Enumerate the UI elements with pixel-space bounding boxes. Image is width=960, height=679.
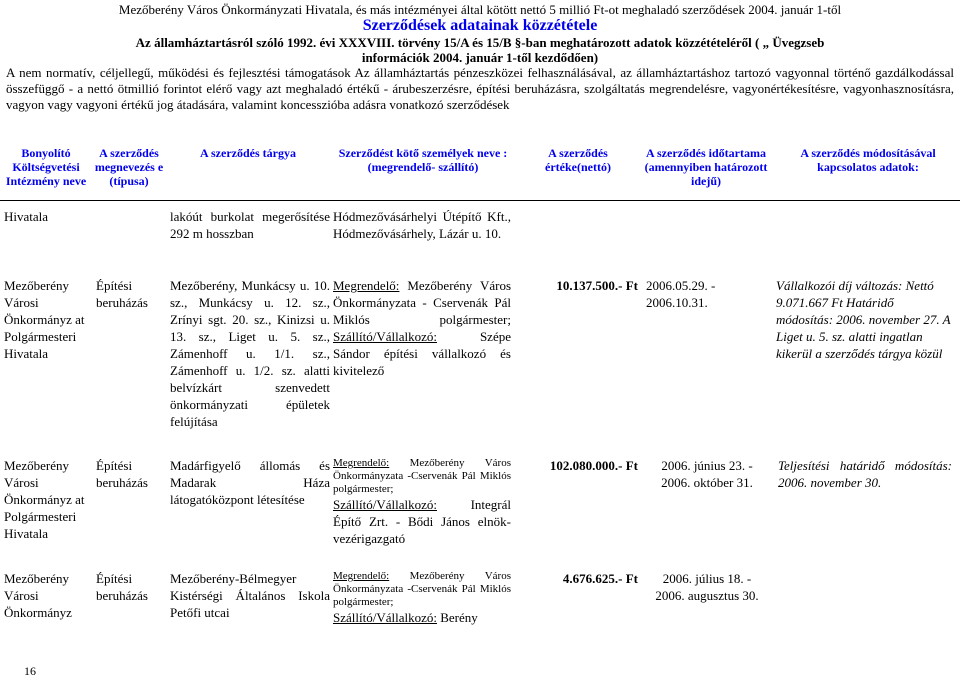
orderer-text: Mezőberény Város Önkormányzata - Cservenák Pál Miklós polgármester;	[333, 278, 512, 327]
orderer-label: Megrendelő:	[333, 570, 390, 582]
col-subject-header: A szerződés tárgya	[200, 146, 296, 160]
cell-modification: Vállalkozói díj változás: Nettó 9.071.667 Ft Határidő módosítás: 2006. november 27. A Liget u. 5. sz. alatti ingatlan kikerül a szerződés tárgya közül	[776, 278, 951, 361]
cell-parties	[333, 277, 511, 379]
column-headers	[0, 146, 960, 192]
cell-subject: Mezőberény, Munkácsy u. 10. sz., Munkácsy u. 12. sz., Zrínyi sgt. 20. sz., Kinizsi u. 13. sz., Liget u. 5. sz., Zámenhoff u. 1/1. sz., Zámenhoff u. 1/2. sz. alatti belvízkárt szenvedett önkormányzati épületek felújítása	[170, 278, 330, 429]
header-line-1: Mezőberény Város Önkormányzati Hivatala, és más intézményei által kötött nettó 5 millió Ft-ot meghaladó szerződések 2004. január 1-től	[118, 2, 842, 17]
contracts-table	[0, 202, 960, 638]
orderer-label: Megrendelő:	[333, 457, 390, 469]
col-modification-header: A szerződés módosításával kapcsolatos adatok:	[800, 146, 936, 174]
cell-period: 2006.05.29. - 2006.10.31.	[646, 278, 716, 310]
col-type-header: A szerződés megnevezés e (típusa)	[94, 146, 164, 188]
supplier-label: Szállító/Vállalkozó:	[333, 497, 437, 512]
supplier-text: Szépe Sándor építési vállalkozó és kivitelező	[333, 329, 511, 378]
supplier-text: Berény	[440, 610, 478, 625]
col-institution-header: Bonyolító Költségvetési Intézmény neve	[5, 146, 87, 188]
cell-period: 2006. július 18. - 2006. augusztus 30.	[655, 571, 759, 603]
cell-type: Építési beruházás	[96, 571, 148, 603]
cell-value: 4.676.625.- Ft	[562, 571, 638, 586]
col-parties-header: Szerződést kötő személyek neve : (megrendelő- szállító)	[338, 146, 508, 174]
page-title: Szerződések adatainak közzététele	[362, 17, 598, 34]
table-top-rule	[0, 200, 960, 201]
cell-institution: Mezőberény Városi Önkormányz	[4, 571, 72, 620]
cell-modification: Teljesítési határidő módosítás: 2006. november 30.	[778, 458, 952, 490]
cell-subject: Mezőberény-Bélmegyer Kistérségi Általános Iskola Petőfi utcai	[170, 571, 330, 620]
intro-paragraph: A nem normatív, céljellegű, működési és fejlesztési támogatások Az államháztartás pénzeszközei felhasználásával, az államháztartáshoz tartozó vagyonnal történő gazdálkodással összefüggő - a nettó ötmillió forintot elérő vagy azt meghaladó értékű - árubeszerzésre, építési beruházásra, szolgáltatás megrendelésre, vagyonértékesítésre, vagyonhasznosításra, vagyon vagy vagyoni értékű jog átadására, valamint koncesszióba adásra vonatkozó szerződések	[6, 65, 954, 112]
cell-institution: Mezőberény Városi Önkormányz at Polgármesteri Hivatala	[4, 458, 85, 541]
supplier-text: Integrál Építő Zrt. - Bődi János elnök-vezérigazgató	[333, 497, 511, 546]
supplier-label: Szállító/Vállalkozó:	[333, 610, 437, 625]
header-law-reference-cont: információk 2004. január 1-től kezdődően)	[361, 50, 599, 65]
col-period-header: A szerződés időtartama (amennyiben határozott idejű)	[644, 146, 768, 188]
orderer-text: Mezőberény Város Önkormányzata -Cservenák Pál Miklós polgármester;	[333, 457, 511, 495]
orderer-text: Mezőberény Város Önkormányzata -Cservenák Pál Miklós polgármester;	[333, 570, 511, 608]
cell-parties: Hódmezővásárhelyi Útépítő Kft., Hódmezővásárhely, Lázár u. 10.	[333, 209, 511, 241]
cell-subject: lakóút burkolat megerősítése 292 m hosszban	[170, 209, 330, 241]
orderer-label: Megrendelő:	[333, 278, 400, 293]
cell-parties	[333, 570, 511, 626]
cell-value: 102.080.000.- Ft	[549, 458, 638, 473]
page-header	[0, 0, 960, 65]
cell-value: 10.137.500.- Ft	[556, 278, 638, 293]
cell-subject: Madárfigyelő állomás és Madarak Háza látogatóközpont létesítése	[170, 458, 330, 507]
cell-institution: Mezőberény Városi Önkormányz at Polgármesteri Hivatala	[4, 278, 85, 361]
cell-type: Építési beruházás	[96, 458, 148, 490]
cell-period: 2006. június 23. - 2006. október 31.	[661, 458, 753, 490]
cell-type: Építési beruházás	[96, 278, 148, 310]
header-law-reference: Az államháztartásról szóló 1992. évi XXXVIII. törvény 15/A és 15/B §-ban meghatározott adatok közzétételéről ( „ Üvegzseb	[135, 35, 825, 50]
supplier-label: Szállító/Vállalkozó:	[333, 329, 437, 344]
cell-institution: Hivatala	[4, 209, 49, 224]
cell-parties	[333, 457, 511, 547]
col-value-header: A szerződés értéke(nettó)	[545, 146, 611, 174]
page-number: 16	[24, 664, 36, 678]
